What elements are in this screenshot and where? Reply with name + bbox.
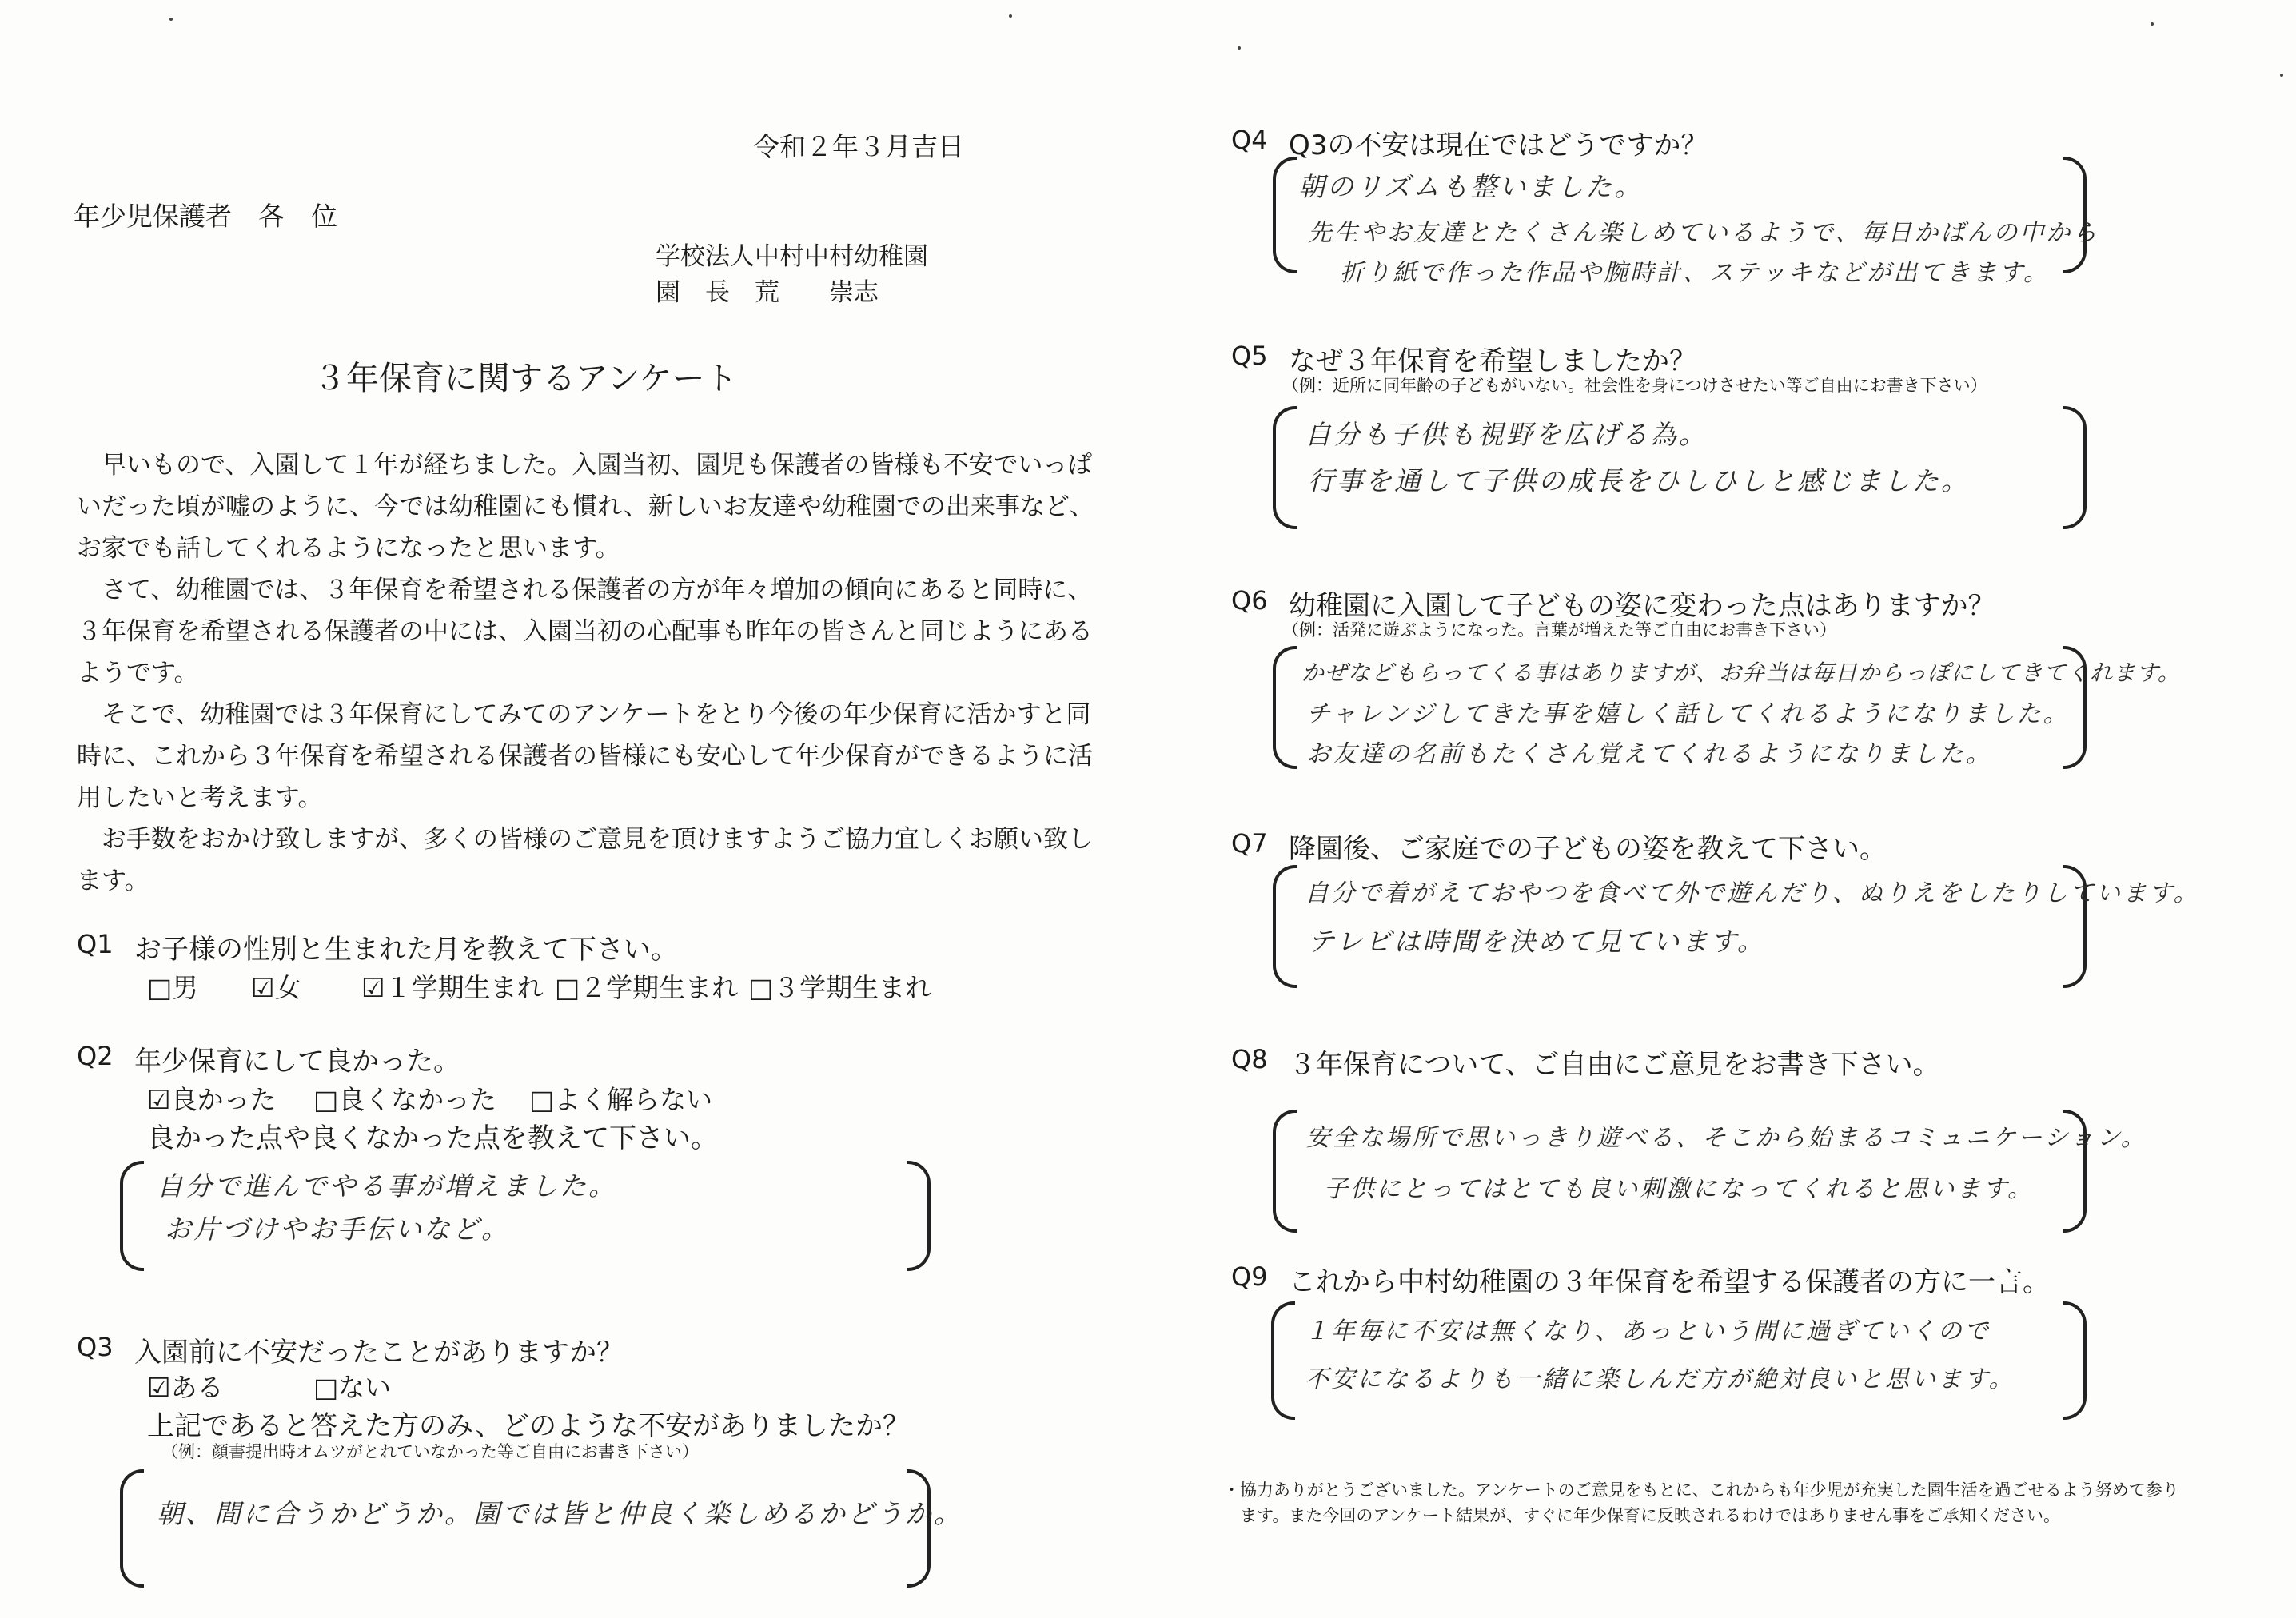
q5-example: （例：近所に同年齢の子どもがいない。社会性を身につけさせたい等ご自由にお書き下さい） bbox=[1282, 376, 1987, 395]
q2-option-not-good[interactable]: □良くなかった bbox=[313, 1084, 497, 1115]
q8-answer-line: 子供にとってはとても良い刺激になってくれると思います。 bbox=[1324, 1175, 2034, 1203]
q3-answer-line: 朝、間に合うかどうか。園では皆と仲良く楽しめるかどうか。 bbox=[157, 1498, 963, 1529]
q6-example: （例：活発に遊ぶようになった。言葉が増えた等ご自由にお書き下さい） bbox=[1282, 620, 1836, 640]
q2-option-good[interactable]: ☑良かった bbox=[147, 1084, 277, 1115]
q9-answer-bracket-left bbox=[1271, 1301, 1295, 1420]
sender-organization: 学校法人中村中村幼稚園 bbox=[656, 242, 928, 271]
q2-answer-bracket-left bbox=[120, 1161, 144, 1271]
q7-answer-line: テレビは時間を決めて見ています。 bbox=[1308, 926, 1766, 957]
q8-answer-bracket-left bbox=[1273, 1110, 1297, 1233]
sender-name: 園 長 荒 崇志 bbox=[656, 278, 879, 307]
intro-line: そこで、幼稚園では３年保育にしてみてのアンケートをとり今後の年少保育に活かすと同 bbox=[77, 700, 1091, 729]
q6-answer-line: お友達の名前もたくさん覚えてくれるようになりました。 bbox=[1306, 740, 1992, 768]
q6-answer-bracket-left bbox=[1273, 646, 1297, 769]
intro-text bbox=[77, 444, 1094, 902]
q3-question: 入園前に不安だったことがありますか？ bbox=[134, 1337, 624, 1369]
q8-answer-line: 安全な場所で思いっきり遊べる、そこから始まるコミュニケーション。 bbox=[1306, 1124, 2147, 1152]
q1-option-term1[interactable]: ☑１学期生まれ bbox=[361, 972, 544, 1003]
q2-option-unsure[interactable]: □よく解らない bbox=[529, 1084, 713, 1115]
q7-answer-line: 自分で着がえておやつを食べて外で遊んだり、ぬりえをしたりしています。 bbox=[1305, 879, 2200, 907]
q2-answer-line: お片づけやお手伝いなど。 bbox=[165, 1214, 510, 1245]
intro-line: いだった頃が嘘のように、今では幼稚園にも慣れ、新しいお友達や幼稚園での出来事など、 bbox=[77, 492, 1094, 521]
q7-number: Q7 bbox=[1231, 828, 1268, 859]
q6-answer-line: かぜなどもらってくる事はありますが、お弁当は毎日からっぽにしてきてくれます。 bbox=[1301, 660, 2181, 686]
q4-answer-line: 先生やお友達とたくさん楽しめているようで、毎日かばんの中から bbox=[1308, 219, 2099, 247]
intro-line: ようです。 bbox=[77, 659, 199, 687]
q4-question: Q3の不安は現在ではどうですか？ bbox=[1289, 130, 1708, 161]
intro-line: お手数をおかけ致しますが、多くの皆様のご意見を頂けますようご協力宜しくお願い致し bbox=[77, 825, 1093, 854]
q2-number: Q2 bbox=[77, 1041, 114, 1071]
q4-answer-bracket-left bbox=[1273, 157, 1297, 273]
intro-line: 用したいと考えます。 bbox=[77, 783, 323, 812]
q1-option-term3[interactable]: □３学期生まれ bbox=[748, 972, 932, 1003]
q5-answer-line: 行事を通して子供の成長をひしひしと感じました。 bbox=[1308, 465, 1970, 496]
q3-example: （例：顔書提出時オムツがとれていなかった等ご自由にお書き下さい） bbox=[161, 1442, 699, 1461]
q7-answer-bracket-left bbox=[1273, 865, 1297, 988]
q4-number: Q4 bbox=[1231, 125, 1268, 155]
q2-answer-bracket-right bbox=[907, 1161, 931, 1271]
q5-answer-line: 自分も子供も視野を広げる為。 bbox=[1305, 419, 1708, 450]
speck bbox=[1009, 14, 1012, 18]
q3-subquestion: 上記であると答えた方のみ、どのような不安がありましたか？ bbox=[147, 1410, 911, 1442]
footer-line: ます。また今回のアンケート結果が、すぐに年少保育に反映されるわけではありません事をご承知ください。 bbox=[1223, 1506, 2061, 1525]
q1-option-male[interactable]: □男 bbox=[147, 972, 199, 1003]
speck bbox=[169, 18, 173, 21]
q1-option-female[interactable]: ☑女 bbox=[251, 972, 301, 1003]
q7-question: 降園後、ご家庭での子どもの姿を教えて下さい。 bbox=[1289, 833, 1887, 865]
speck bbox=[2151, 22, 2154, 26]
q2-subquestion: 良かった点や良くなかった点を教えて下さい。 bbox=[147, 1122, 718, 1154]
footer-line: ・協力ありがとうございました。アンケートのご意見をもとに、これからも年少児が充実した園生活を過ごせるよう努めて参り bbox=[1223, 1481, 2179, 1500]
q4-answer-line: 朝のリズムも整いました。 bbox=[1298, 171, 1644, 202]
q1-question: お子様の性別と生まれた月を教えて下さい。 bbox=[134, 934, 678, 966]
q5-number: Q5 bbox=[1231, 341, 1268, 371]
q8-question: ３年保育について、ご自由にご意見をお書き下さい。 bbox=[1289, 1049, 1940, 1081]
q9-number: Q9 bbox=[1231, 1261, 1268, 1292]
q8-number: Q8 bbox=[1231, 1044, 1268, 1074]
intro-line: さて、幼稚園では、３年保育を希望される保護者の方が年々増加の傾向にあると同時に、 bbox=[77, 576, 1093, 604]
q3-answer-bracket-left bbox=[120, 1469, 144, 1588]
q5-answer-bracket-left bbox=[1273, 406, 1297, 529]
q5-question: なぜ３年保育を希望しましたか？ bbox=[1289, 345, 1696, 377]
q2-answer-line: 自分で進んでやる事が増えました。 bbox=[157, 1170, 617, 1202]
q9-answer-line: 不安になるよりも一緒に楽しんだ方が絶対良いと思います。 bbox=[1305, 1365, 2015, 1393]
intro-line: お家でも話してくれるようになったと思います。 bbox=[77, 534, 620, 563]
intro-line: ます。 bbox=[77, 867, 149, 895]
intro-line: ３年保育を希望される保護者の中には、入園当初の心配事も昨年の皆さんと同じようにある bbox=[77, 617, 1093, 646]
speck bbox=[2280, 74, 2283, 77]
speck bbox=[1238, 46, 1241, 50]
intro-line: 時に、これから３年保育を希望される保護者の皆様にも安心して年少保育ができるように活 bbox=[77, 742, 1093, 771]
q6-number: Q6 bbox=[1231, 585, 1268, 616]
q1-number: Q1 bbox=[77, 929, 114, 959]
q1-option-term2[interactable]: □２学期生まれ bbox=[555, 972, 739, 1003]
q3-option-yes[interactable]: ☑ある bbox=[147, 1372, 224, 1403]
q6-answer-line: チャレンジしてきた事を嬉しく話してくれるようになりました。 bbox=[1306, 700, 2070, 728]
q4-answer-line: 折り紙で作った作品や腕時計、ステッキなどが出てきます。 bbox=[1340, 259, 2050, 287]
survey-title: ３年保育に関するアンケート bbox=[313, 359, 738, 397]
intro-line: 早いもので、入園して１年が経ちました。入園当初、園児も保護者の皆様も不安でいっぱ bbox=[77, 451, 1093, 480]
q3-option-no[interactable]: □ない bbox=[313, 1372, 392, 1403]
q3-number: Q3 bbox=[77, 1332, 114, 1362]
q9-answer-bracket-right bbox=[2063, 1301, 2087, 1420]
document-date: 令和２年３月吉日 bbox=[753, 131, 964, 162]
q2-question: 年少保育にして良かった。 bbox=[134, 1046, 460, 1078]
q5-answer-bracket-right bbox=[2063, 406, 2087, 529]
recipient: 年少児保護者 各 位 bbox=[74, 201, 337, 232]
q6-question: 幼稚園に入園して子どもの姿に変わった点はありますか？ bbox=[1289, 590, 1995, 622]
q9-answer-line: １年毎に不安は無くなり、あっという間に過ぎていくので bbox=[1305, 1317, 1991, 1345]
q9-question: これから中村幼稚園の３年保育を希望する保護者の方に一言。 bbox=[1289, 1266, 2050, 1298]
footer-note bbox=[1223, 1477, 2179, 1528]
